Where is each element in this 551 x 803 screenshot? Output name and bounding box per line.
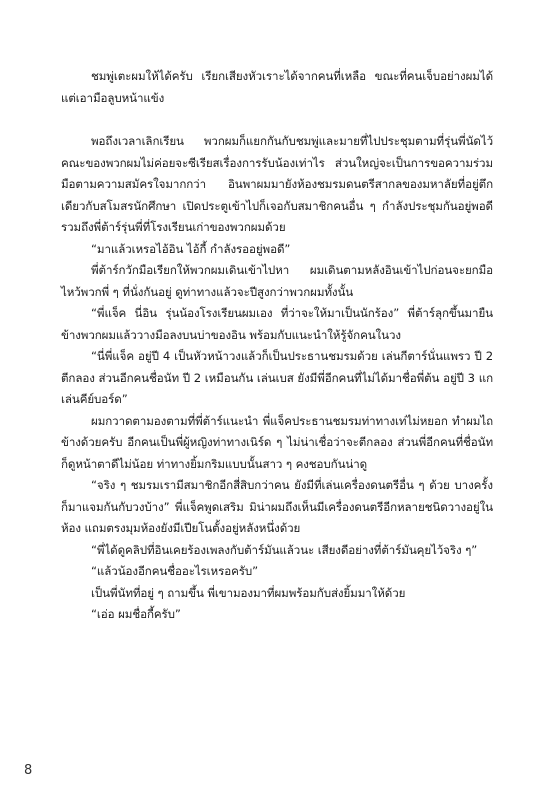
paragraph: ชมพู่เตะผมให้ได้ครับ เรียกเสียงหัวเราะได้จากคนที่เหลือ ขณะที่คนเจ็บอย่างผมได้แต่เอามือลูบหน้าแข้ง [61,69,493,105]
paragraph: พี่ต้าร์กวักมือเรียกให้พวกผมเดินเข้าไปหา ผมเดินตามหลังอินเข้าไปก่อนจะยกมือไหว้พวกพี่ ๆ ที่นั่งกันอยู่ ดูท่าทางแล้วจะปีสูงกว่าพวกผมทั้งนั้น [61,263,493,299]
dialogue-paragraph: “แล้วน้องอีกคนชื่ออะไรเหรอครับ” [91,564,259,578]
paragraph: พอถึงเวลาเลิกเรียน พวกผมก็แยกกันกับชมพู่และมายที่ไปประชุมตามที่รุ่นพี่นัดไว้ คณะของพวกผมไม่ค่อยจะซีเรียสเรื่องการรับน้องเท่าไร ส่วนใหญ่จะเป็นการขอความร่วมมือตามความสมัครใจมากกว่า อินพาผมมายังห้องชมรมดนตรีสากลของมหาลัยที่อยู่ตึกเดียวกับสโมสรนักศึกษา เปิดประตูเข้าไปก็เจอกับสมาชิกคนอื่น ๆ กำลังประชุมกันอยู่พอดี รวมถึงพี่ต้าร์รุ่นพี่ที่โรงเรียนเก่าของพวกผมด้วย [61,134,493,234]
paragraph: เป็นพี่นัทที่อยู่ ๆ ถามขึ้น พี่เขามองมาที่ผมพร้อมกับส่งยิ้มมาให้ด้วย [91,585,406,600]
dialogue-paragraph: “เอ่อ ผมชื่อกี้ครับ” [91,607,181,621]
paragraph: ผมกวาดตามองตามที่พี่ต้าร์แนะนำ พี่แจ็คประธานชมรมท่าทางเท่ไม่หยอก ทำผมไถข้างด้วยครับ อีกคนเป็นพี่ผู้หญิงท่าทางเนิร์ด ๆ ไม่น่าเชื่อว่าจะตีกลอง ส่วนพี่อีกคนที่ชื่อนัทก็ดูหน้าตาดีไม่น้อย ท่าทางยิ้มกริมแบบนั้นสาว ๆ คงชอบกันน่าดู [61,413,493,471]
page-number: 8 [24,763,33,778]
dialogue-paragraph: “จริง ๆ ชมรมเรามีสมาชิกอีกสี่สิบกว่าคน ยังมีที่เล่นเครื่องดนตรีอื่น ๆ ด้วย บางครั้งก็มาแจมกันกับวงบ้าง” พี่แจ็คพูดเสริม มิน่าผมถึงเห็นมีเครื่องดนตรีอีกหลายชนิดวางอยู่ในห้อง แถมตรงมุมห้องยังมีเปียโนตั้งอยู่หลังหนึ่งด้วย [61,478,493,535]
dialogue-paragraph: “นี่พี่แจ็ค อยู่ปี 4 เป็นหัวหน้าวงแล้วก็เป็นประธานชมรมด้วย เล่นกีตาร์นั่นแพรว ปี 2 ตีกลอง ส่วนอีกคนชื่อนัท ปี 2 เหมือนกัน เล่นเบส ยังมีพี่อีกคนที่ไม่ได้มาชื่อพี่ต้น อยู่ปี 3 แกเล่นคีย์บอร์ด” [61,349,493,406]
book-page-text [61,66,493,626]
dialogue-paragraph: “พี่แจ็ค นี่อิน รุ่นน้องโรงเรียนผมเอง ที่ว่าจะให้มาเป็นนักร้อง” พี่ต้าร์ลุกขึ้นมายืนข้างพวกผมแล้ววางมือลงบนบ่าของอิน พร้อมกับแนะนำให้รู้จักคนในวง [61,306,493,342]
dialogue-paragraph: “พี่ได้ดูคลิปที่อินเคยร้องเพลงกับต้าร์มันแล้วนะ เสียงดีอย่างที่ต้าร์มันคุยไว้จริง ๆ” [91,542,478,557]
dialogue-paragraph: “มาแล้วเหรอไอ้อิน ไอ้กี้ กำลังรออยู่พอดี” [91,241,291,256]
